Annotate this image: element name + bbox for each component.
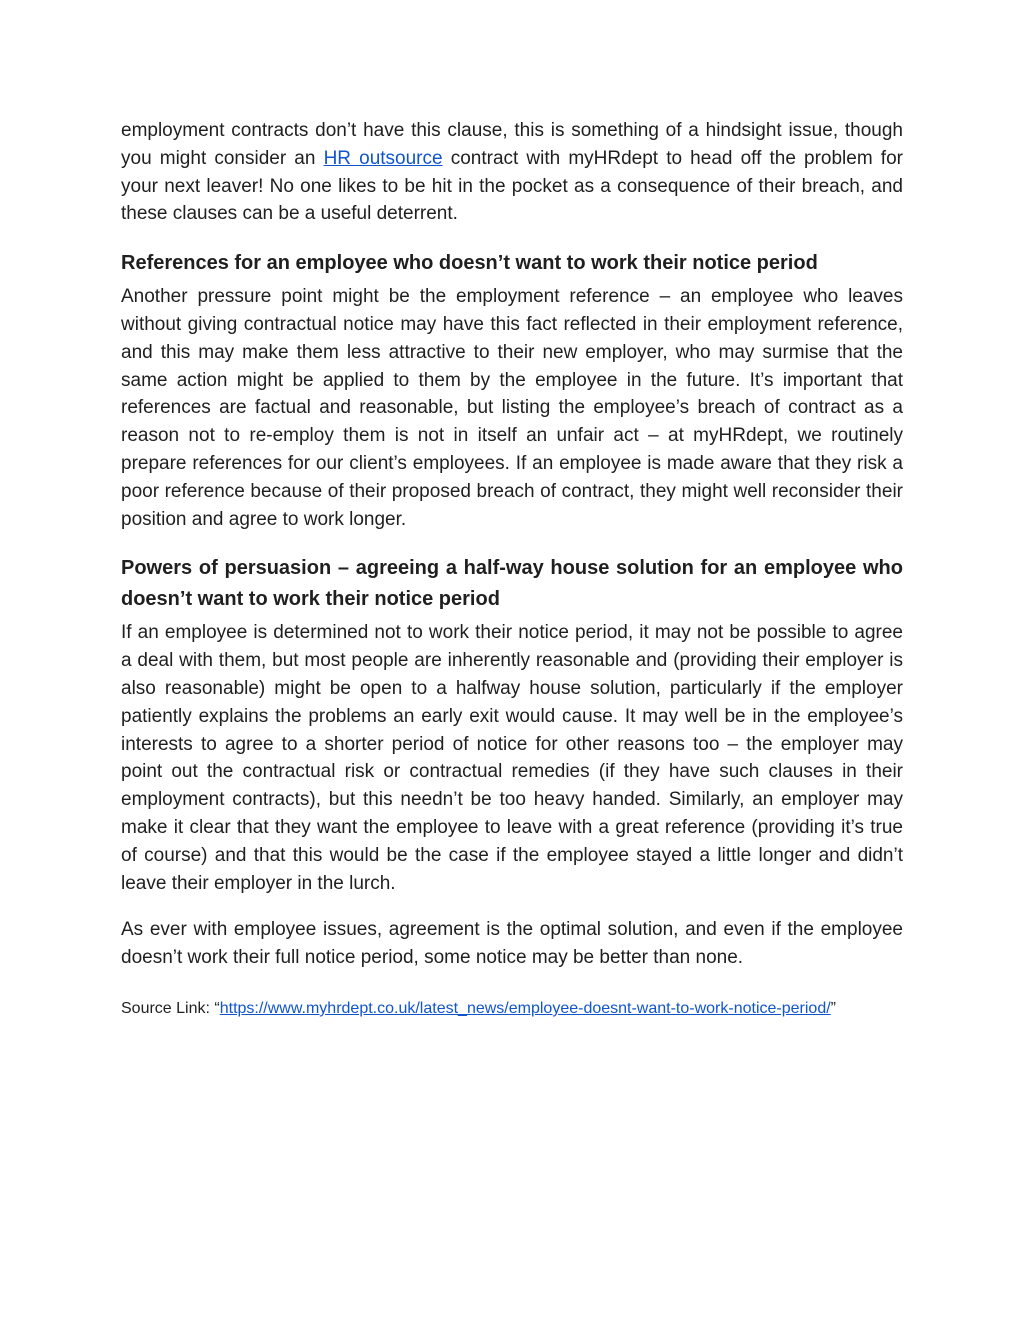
source-label: Source Link: “ bbox=[121, 999, 220, 1017]
source-line bbox=[121, 998, 903, 1020]
persuasion-paragraph: If an employee is determined not to work their notice period, it may not be possible to agree a deal with them, but most people are inherently reasonable and (providing their employer is also reasonable) might be open to a halfway house solution, particularly if the employer patiently explains the problems an early exit would cause. It may well be in the employee’s interests to agree to a shorter period of notice for other reasons too – the employer may point out the contractual risk or contractual remedies (if they have such clauses in their employment contracts), but this needn’t be too heavy handed. Similarly, an employer may make it clear that they want the employee to leave with a great reference (providing it’s true of course) and that this would be the case if the employee stayed a little longer and didn’t leave their employer in the lurch. bbox=[121, 622, 903, 894]
intro-text-start: employment contracts don’t have this clause, this is something of a hindsight issue, though you might consider an bbox=[121, 120, 903, 169]
hr-outsource-link[interactable]: HR outsource bbox=[323, 147, 443, 169]
references-paragraph: Another pressure point might be the employment reference – an employee who leaves without giving contractual notice may have this fact reflected in their employment reference, and this may make them less attractive to their new employer, who may surmise that the same action might be applied to them by the employee in the future. It’s important that references are factual and reasonable, but listing the employee’s breach of contract as a reason not to re-employ them is not in itself an unfair act – at myHRdept, we routinely prepare references for our client’s employees. If an employee is made aware that they risk a poor reference because of their proposed breach of contract, they might well reconsider their position and agree to work longer. bbox=[121, 286, 903, 530]
references-heading: References for an employee who doesn’t want to work their notice period bbox=[121, 252, 818, 275]
source-suffix: ” bbox=[830, 999, 836, 1017]
document-page bbox=[121, 117, 903, 1020]
persuasion-heading: Powers of persuasion – agreeing a half-way house solution for an employee who doesn’t want to work their notice period bbox=[121, 557, 903, 611]
closing-paragraph: As ever with employee issues, agreement is the optimal solution, and even if the employee doesn’t work their full notice period, some notice may be better than none. bbox=[121, 919, 903, 969]
source-link[interactable]: https://www.myhrdept.co.uk/latest_news/employee-doesnt-want-to-work-notice-period/ bbox=[219, 999, 831, 1017]
intro-paragraph bbox=[121, 117, 903, 228]
intro-text-end: contract with myHRdept to head off the problem for your next leaver! No one likes to be hit in the pocket as a consequence of their breach, and these clauses can be a useful deterrent. bbox=[121, 147, 903, 225]
